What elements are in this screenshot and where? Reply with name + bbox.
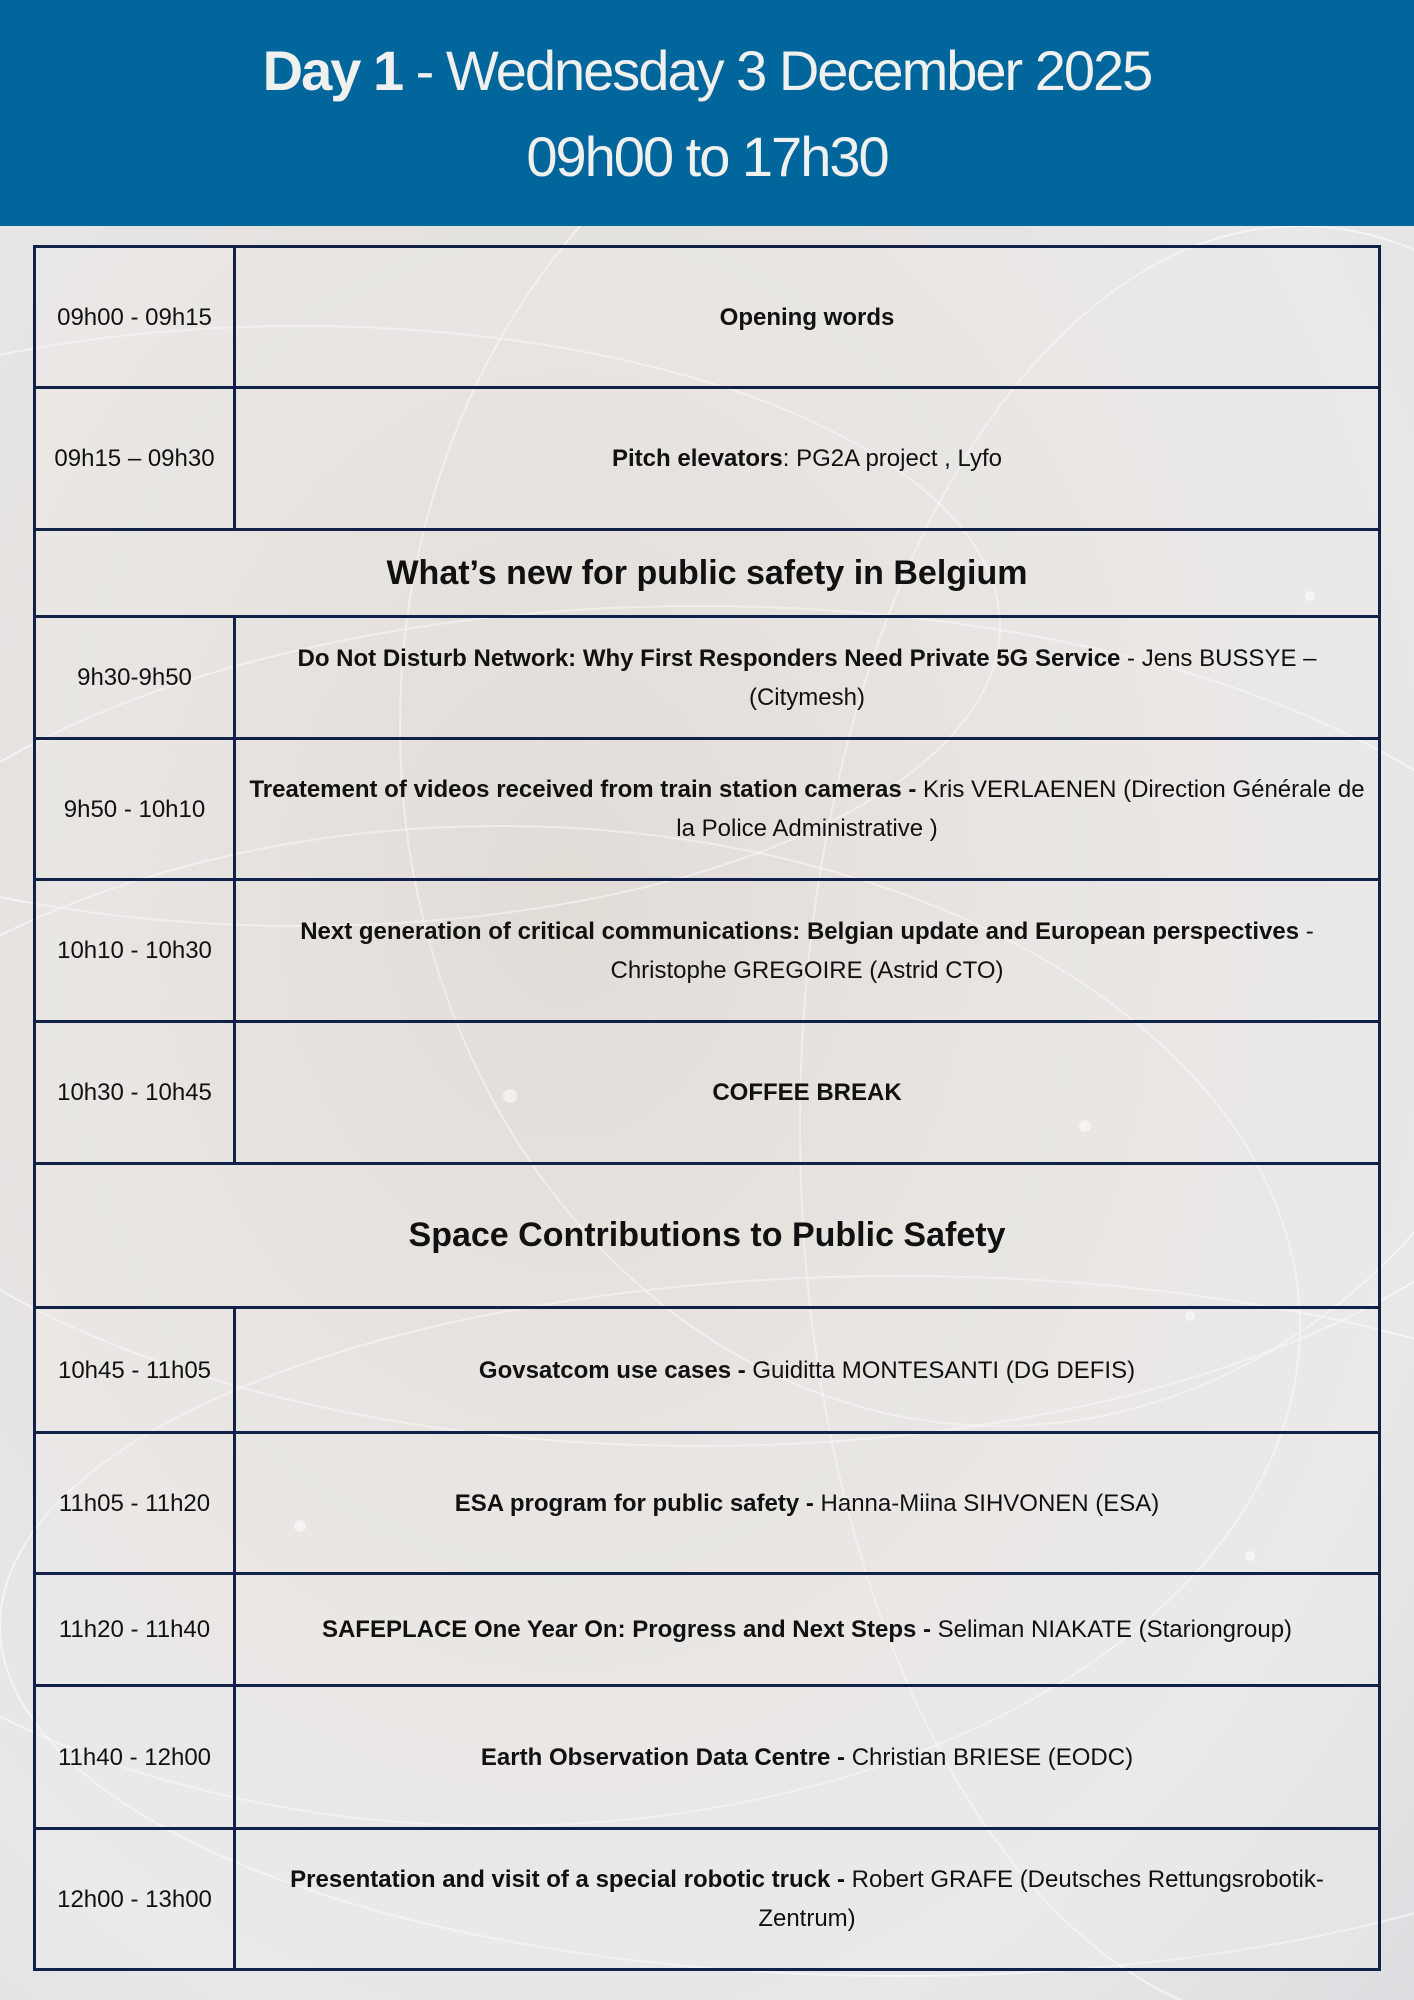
session-title: Opening words bbox=[719, 303, 895, 331]
session-title: ESA program for public safety - bbox=[454, 1489, 821, 1517]
section-row bbox=[35, 1164, 1380, 1308]
time-slot: 11h20 - 11h40 bbox=[35, 1574, 235, 1686]
session-cell bbox=[235, 1433, 1380, 1574]
section-title: What’s new for public safety in Belgium bbox=[35, 530, 1380, 617]
agenda-row bbox=[35, 388, 1380, 530]
session-cell bbox=[235, 1574, 1380, 1686]
time-slot: 10h45 - 11h05 bbox=[35, 1308, 235, 1433]
session-speaker: Guiditta MONTESANTI (DG DEFIS) bbox=[752, 1356, 1136, 1384]
section-title: Space Contributions to Public Safety bbox=[35, 1164, 1380, 1308]
session-cell bbox=[235, 1022, 1380, 1164]
agenda-table bbox=[33, 245, 1381, 1971]
agenda-row bbox=[35, 1433, 1380, 1574]
agenda-row bbox=[35, 739, 1380, 880]
date-label: - Wednesday 3 December 2025 bbox=[402, 39, 1152, 102]
session-cell bbox=[235, 1308, 1380, 1433]
session-title: Earth Observation Data Centre - bbox=[480, 1743, 852, 1771]
session-cell bbox=[235, 247, 1380, 388]
time-slot: 12h00 - 13h00 bbox=[35, 1829, 235, 1970]
session-speaker: Robert GRAFE (Deutsches Rettungsrobotik-Zentrum) bbox=[758, 1866, 1324, 1932]
session-speaker: Christian BRIESE (EODC) bbox=[851, 1743, 1134, 1771]
session-speaker: : PG2A project , Lyfo bbox=[782, 445, 1002, 472]
session-title: SAFEPLACE One Year On: Progress and Next Steps - bbox=[321, 1616, 938, 1643]
session-speaker: - Jens BUSSYE – (Citymesh) bbox=[748, 644, 1317, 711]
day-title bbox=[0, 38, 1414, 103]
page-header bbox=[0, 0, 1414, 226]
hours-label: 09h00 to 17h30 bbox=[526, 125, 888, 188]
agenda-row bbox=[35, 1308, 1380, 1433]
session-speaker: - Christophe GREGOIRE (Astrid CTO) bbox=[610, 917, 1314, 984]
time-slot: 11h40 - 12h00 bbox=[35, 1686, 235, 1829]
session-title: Govsatcom use cases - bbox=[478, 1356, 753, 1384]
time-slot: 09h00 - 09h15 bbox=[35, 247, 235, 388]
agenda-row bbox=[35, 1574, 1380, 1686]
session-title: Pitch elevators bbox=[612, 445, 783, 472]
time-slot: 11h05 - 11h20 bbox=[35, 1433, 235, 1574]
agenda-row bbox=[35, 1829, 1380, 1970]
session-title: Treatement of videos received from train station cameras - bbox=[249, 776, 924, 803]
session-speaker: Hanna-Miina SIHVONEN (ESA) bbox=[820, 1489, 1160, 1517]
time-slot: 9h50 - 10h10 bbox=[35, 739, 235, 880]
session-cell bbox=[235, 880, 1380, 1022]
session-cell bbox=[235, 1829, 1380, 1970]
session-title: Next generation of critical communications: Belgian update and European perspectives bbox=[300, 917, 1300, 945]
session-title: Do Not Disturb Network: Why First Responders Need Private 5G Service bbox=[297, 644, 1121, 672]
agenda-row bbox=[35, 1022, 1380, 1164]
agenda-row bbox=[35, 247, 1380, 388]
session-cell bbox=[235, 617, 1380, 739]
day-label: Day 1 bbox=[262, 39, 403, 102]
session-title: Presentation and visit of a special robotic truck - bbox=[290, 1866, 852, 1893]
time-slot: 9h30-9h50 bbox=[35, 617, 235, 739]
time-slot: 10h10 - 10h30 bbox=[35, 880, 235, 1022]
agenda-row bbox=[35, 1686, 1380, 1829]
time-slot: 09h15 – 09h30 bbox=[35, 388, 235, 530]
session-cell bbox=[235, 1686, 1380, 1829]
session-title: COFFEE BREAK bbox=[712, 1079, 902, 1106]
time-slot: 10h30 - 10h45 bbox=[35, 1022, 235, 1164]
session-cell bbox=[235, 739, 1380, 880]
section-row bbox=[35, 530, 1380, 617]
agenda-row bbox=[35, 617, 1380, 739]
session-speaker: Kris VERLAENEN (Direction Générale de la Police Administrative ) bbox=[676, 776, 1365, 842]
session-cell bbox=[235, 388, 1380, 530]
agenda-row bbox=[35, 880, 1380, 1022]
session-speaker: Seliman NIAKATE (Stariongroup) bbox=[937, 1616, 1293, 1643]
